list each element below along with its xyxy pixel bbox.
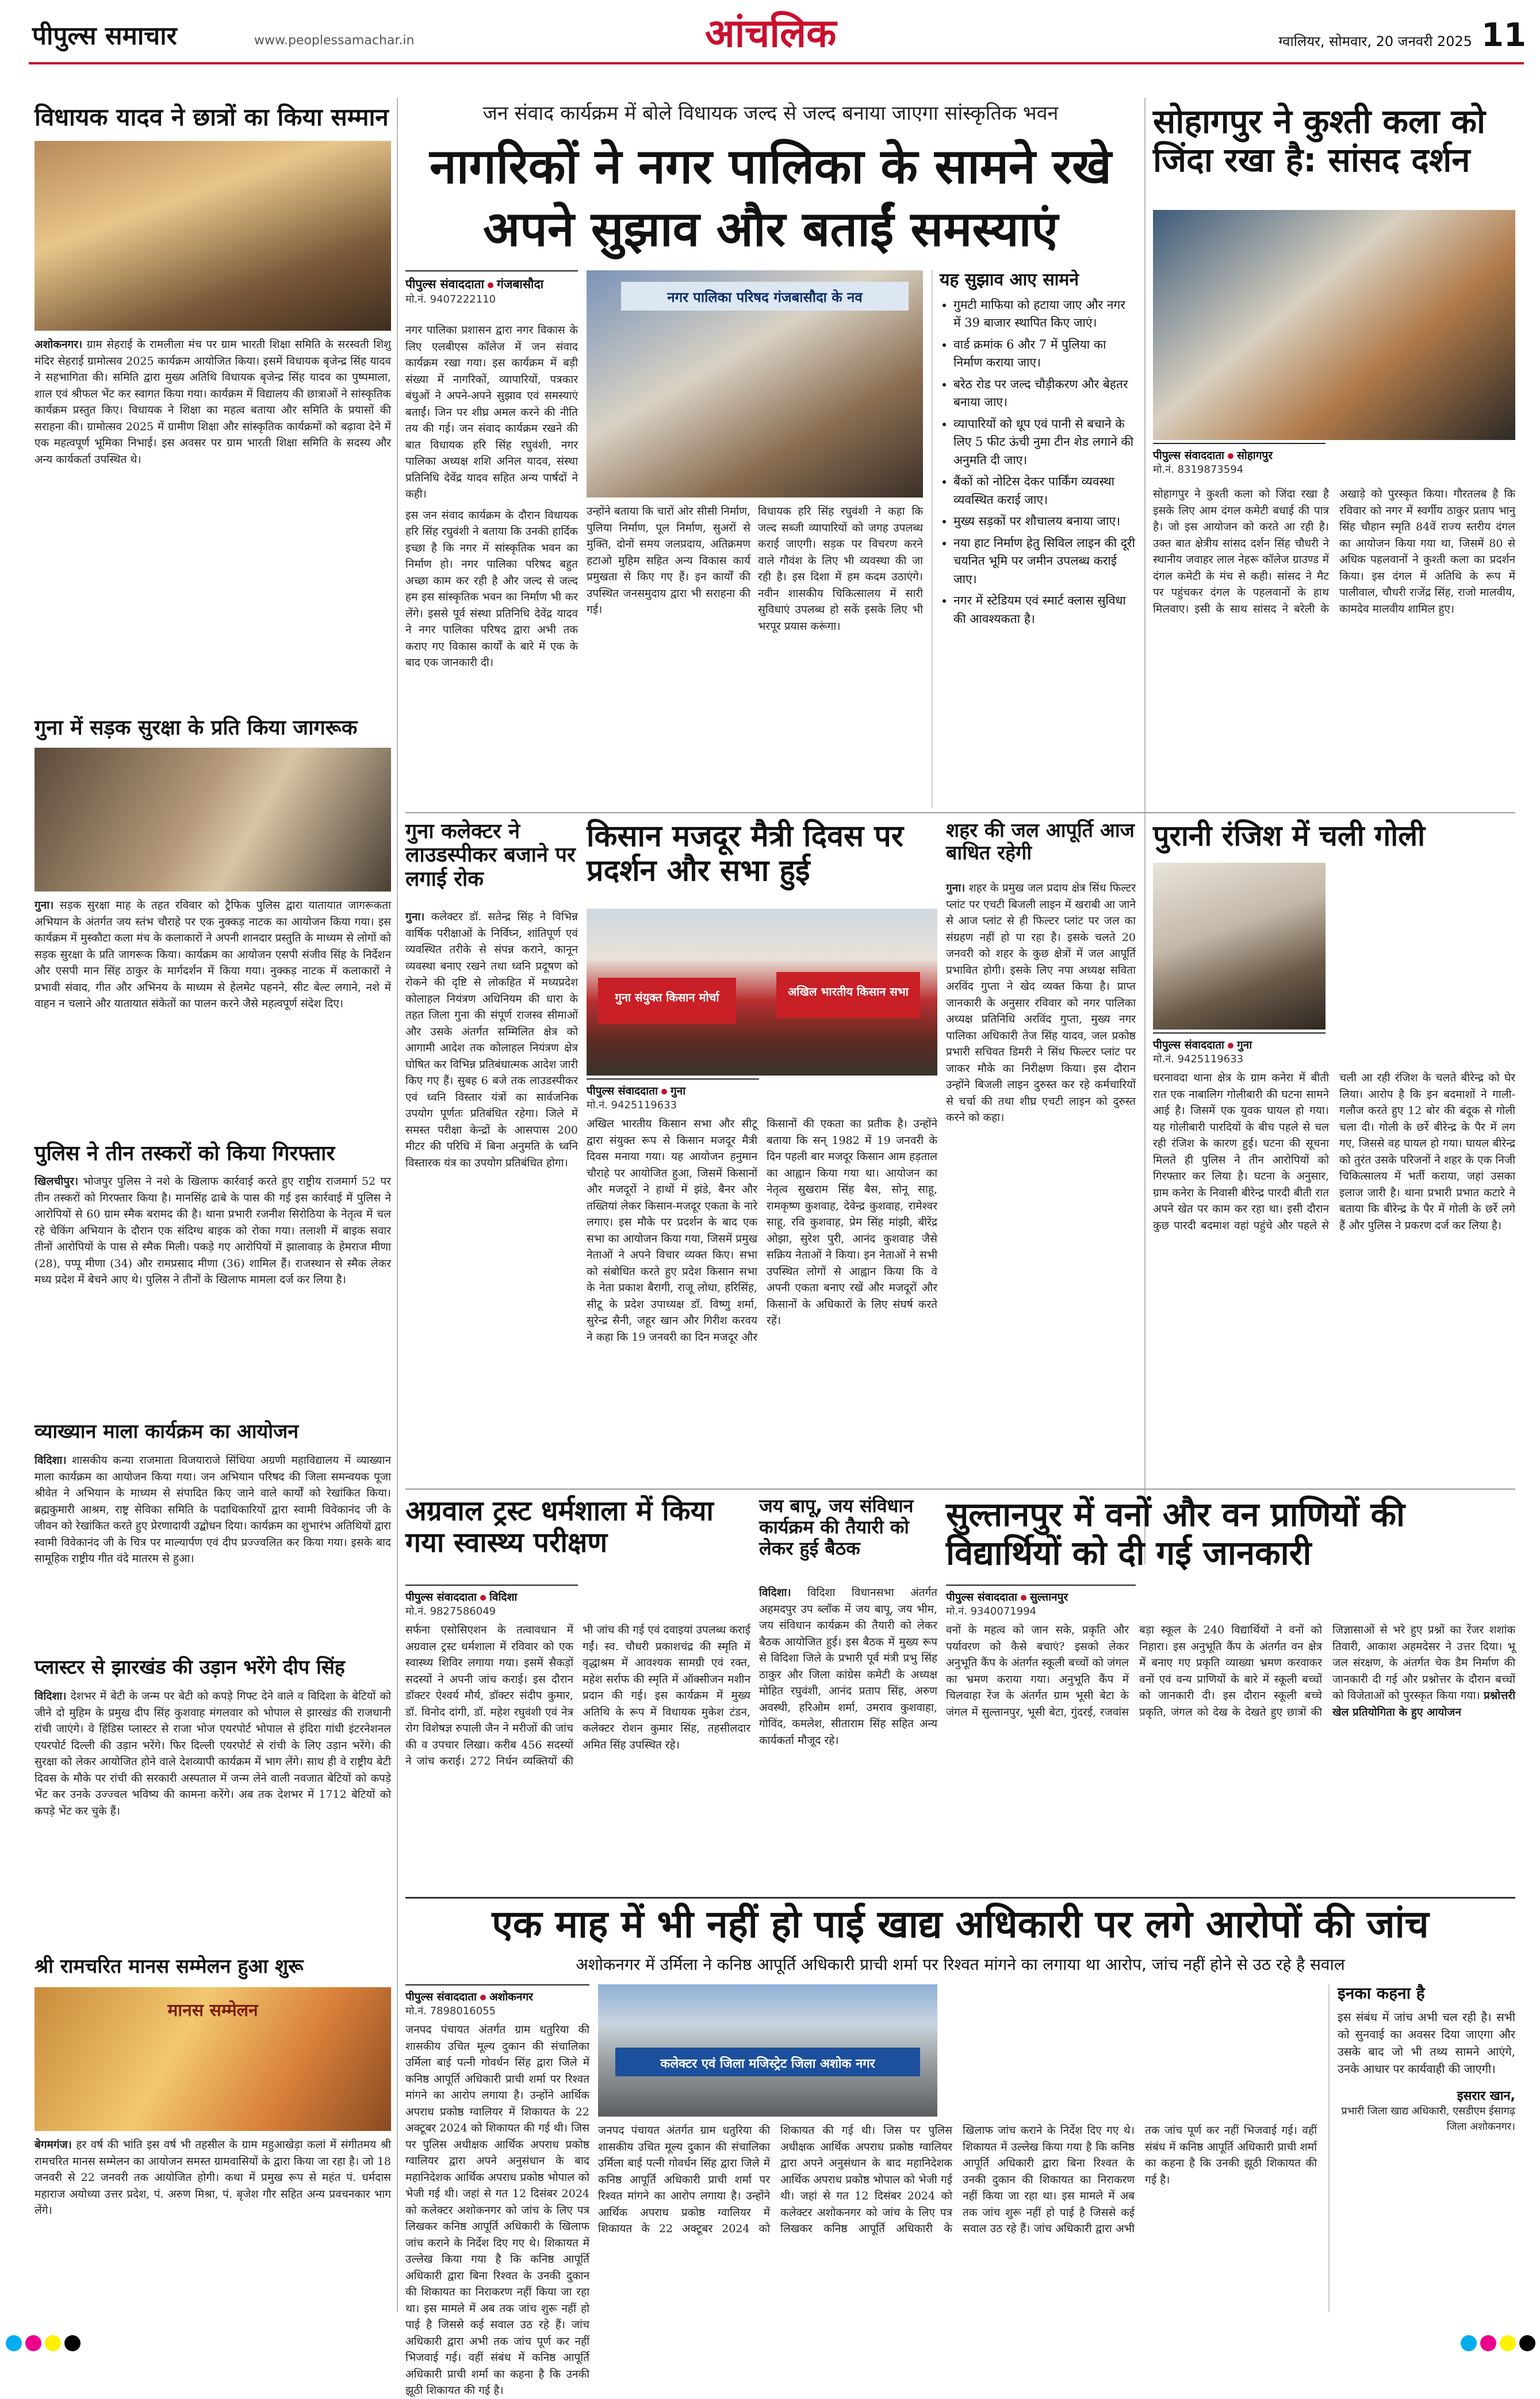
body-text: धरनावदा थाना क्षेत्र के ग्राम कनेरा में बीती रात एक नाबालिग गोलीबारी की घटना सामने आई है। जिसमें एक युवक घायल हो गया। यह गोलीबारी पारदियों के बीच पहले से चल रही रंजिश के कारण हुई। घटना की सूचना मिलते ही पुलिस ने तीन आरोपियों को गिरफ्तार कर लिया है। घटना के अनुसार, ग्राम कनेरा के निवासी बीरेन्द्र पारदी बीती रात अपने खेत पर काम कर रहा था। इसी दौरान कुछ पारदी बदमाश वहां पहुंचे और पहले से चली आ रही रंजिश के चलते बीरेन्द्र को घेर लिया। आरोप है कि इन बदमाशों ने गाली-गलौज करते हुए 12 बोर की बंदूक से गोली चला दी। गोली के छर्रे बीरेन्द्र के पैर में लग गए, जिससे वह घायल हो गया। घायल बीरेन्द्र को तुरंत उसके परिजनों ने शहर के एक निजी चिकित्सालय में भर्ती कराया, जहां उसका इलाज जारी है। थाना प्रभारी प्रभात कटारे ने बताया कि बीरेन्द्र के पैर में गोली के छर्रे लगे हैं और पुलिस ने प्रकरण दर्ज कर लिया है।: [1153, 1072, 1515, 1232]
website[interactable]: www.peoplessamachar.in: [254, 33, 415, 48]
lead-paragraph: उन्होंने बताया कि चारों ओर सीसी निर्माण, पुलिया निर्माण, पूल निर्माण, सुअरों से मुक्ति, दोनों समय जलप्रदाय, अतिक्रमण हटाओ मुहिम सहित अन्य विकास कार्य प्रमुखता से किए गए हैं। इन कार्यों की उपस्थित जनसमुदाय द्वारा भी सराहना की गई।: [587, 505, 750, 616]
byline-name: पीपुल्स संवाददाता: [946, 1591, 1017, 1604]
body-text: देशभर में बेटी के जन्म पर बेटी को कपड़े गिफ्ट देने वाले व विदिशा के बेटियों को जीने दो मुहिम के प्रमुख दीप सिंह कुशवाह मंगलवार को भोपाल से झारखंड की राजधानी रांची जाएंगे। वे हिंडिस प्लास्टर से राजा भोज एयरपोर्ट भोपाल से इंदिरा गांधी इंटरनेशनल एयरपोर्ट दिल्ली की उड़ान भरेंगे। फिर दिल्ली एयरपोर्ट से रांची के लिए उड़ान भरेंगे। की सुरक्षा को लेकर आयोजित होने वाले देशव्यापी कार्यक्रम में भाग लेंगे। साथ ही वे राष्ट्रीय बेटी दिवस के मौके पर रांची की सरकारी अस्पताल में जन्म लेने वाली नवजात बेटियों को कपड़े भेंट कर उनके उज्ज्वल भविष्य की कामना करेंगे। अब तक देशभर में 1712 बेटियों को कपड़े भेंट कर चुके हैं।: [35, 1690, 391, 1818]
bullet: [1228, 1043, 1233, 1049]
subheading: प्रश्नोत्तरी खेल प्रतियोगिता के हुए आयोजन: [1332, 1689, 1515, 1719]
body-text: कलेक्टर डॉ. सतेन्द्र सिंह ने विभिन्न वार्षिक परीक्षाओं के निर्विघ्न, शांतिपूर्ण एवं व्यवस्थित तरीके से संपन्न कराने, कानून व्यवस्था बनाए रखने तथा ध्वनि प्रदूषण को रोकने की दृष्टि से लोकहित में मध्यप्रदेश कोलाहल नियंत्रण अधिनियम की धारा के तहत जिला गुना की संपूर्ण राजस्व सीमाओं और उसके अंतर्गत सम्मिलित क्षेत्र को आगामी आदेश तक कोलाहल नियंत्रण क्षेत्र घोषित कर विभिन्न प्रतिबंधात्मक आदेश जारी किए गए हैं। सुबह 6 बजे तक लाउडस्पीकर एवं ध्वनि विस्तार यंत्रों का सार्वजनिक उपयोग पूर्णतः प्रतिबंधित रहेगा। जिले में समस्त परीक्षा केन्द्रों के आसपास 200 मीटर की परिधि में बिना अनुमति के ध्वनि विस्तारक यंत्र का उपयोग प्रतिबंधित होगा।: [405, 910, 578, 1169]
dateline: बेगमगंज।: [35, 2138, 72, 2151]
lead-paragraph: नगर पालिका प्रशासन द्वारा नगर विकास के लिए एलबीएस कॉलेज में जन संवाद कार्यक्रम रखा गया। इस कार्यक्रम में बड़ी संख्या में नागरिकों, व्यापारियों, पत्रकार बंधुओं ने अपने-अपने सुझाव एवं समस्याएं बताईं। जिन पर शीघ्र अमल करने की नीति तय की गई। जन संवाद कार्यक्रम रखने की बात विधायक हरि सिंह रघुवंशी, नगर पालिका अध्यक्ष शशि अनिल यादव, संस्था प्रतिनिधि देवेंद्र यादव सहित अन्य पार्षदों ने कही।: [405, 324, 578, 500]
byline-mobile: मो.नं. 9407222110: [405, 293, 496, 305]
masthead: [0, 0, 1540, 63]
photo-ramcharit: [35, 1987, 391, 2131]
photo-vidhayak: [35, 141, 391, 331]
story-title-ramcharit: श्री रामचरित मानस सम्मेलन हुआ शुरू: [35, 1955, 304, 1978]
body-text: भोजपुर पुलिस ने नशे के खिलाफ कार्रवाई करते हुए राष्ट्रीय राजमार्ग 52 पर तीन तस्करों को गिरफ्तार किया है। मानसिंह ढाबे के पास की गई इस कार्रवाई में पुलिस ने आरोपियों से 60 ग्राम स्मैक बरामद की है। थाना प्रभारी रजनीश सिरोठिया के नेतृत्व में चल रहे चेकिंग अभियान के दौरान एक संदिग्ध बाइक को रोका गया। तलाशी में बाइक सवार तीनों आरोपियों के पास से स्मैक मिली। पकड़े गए आरोपियों में झालावाड़ के हेमराज मीणा (28), पप्पू मीणा (34) और रामप्रसाद मीणा (36) शामिल हैं। राजस्थान से स्मैक लेकर मध्य प्रदेश में बेचने आए थे। पुलिस ने तीनों के खिलाफ मामला दर्ज कर लिया है।: [35, 1175, 391, 1286]
registration-mark: [6, 2335, 22, 2351]
byline: [946, 1589, 1136, 1604]
registration-mark: [64, 2335, 81, 2351]
page-number: 11: [1481, 17, 1526, 54]
byline-mobile: मो.नं. 9340071994: [946, 1605, 1037, 1617]
dateline: गुना।: [405, 910, 425, 923]
quote-name: इसरार खान,: [1457, 2089, 1515, 2104]
story-body-vidhayak: [35, 336, 391, 730]
byline-place: सुल्तानपुर: [1029, 1591, 1068, 1604]
byline: [587, 1083, 759, 1098]
registration-mark: [1461, 2335, 1477, 2351]
lead-body-col2: [587, 503, 750, 808]
kisan-byline: [587, 1078, 759, 1113]
suggestion-item: • व्यापारियों को धूप एवं पानी से बचाने के लिए 5 फीट ऊंची नुमा टीन शेड लगाने की अनुमति दी जाए।: [953, 415, 1136, 470]
bullet: [488, 282, 493, 288]
story-title-lecture: व्याख्यान माला कार्यक्रम का आयोजन: [35, 1420, 299, 1443]
masthead-rule: [29, 62, 1524, 64]
section-title: आंचलिक: [704, 11, 837, 56]
dateline: गुना।: [35, 899, 54, 912]
registration-mark: [45, 2335, 61, 2351]
suggestions-box: [932, 270, 1136, 808]
suggestion-item: • नया हाट निर्माण हेतु सिविल लाइन की दूरी चयनित भूमि पर जमीन उपलब्ध कराई जाए।: [953, 534, 1136, 589]
photo-kisan: [587, 909, 937, 1076]
registration-mark: [1500, 2335, 1516, 2351]
bullet: [1021, 1595, 1026, 1601]
dateline: विदिशा।: [759, 1586, 791, 1599]
lead-paragraph: विधायक हरि सिंह रघुवंशी ने कहा कि जल्द सब्जी व्यापारियों को जगह उपलब्ध कराई जाएगी। सड़क पर विचरण करने वाले गौवंश के लिए भी व्यवस्था की जा रही है। इस दिशा में हम कदम उठाएंगे। नवीन शासकीय चिकित्सालय में सारी सुविधाएं उपलब्ध हो सकें इसके लिए भी भरपूर प्रयास करूंगा।: [758, 505, 923, 633]
photo-sohagpur: [1153, 210, 1515, 440]
registration-mark: [25, 2335, 41, 2351]
byline-place: विदिशा: [489, 1591, 518, 1604]
body-text: सड़क सुरक्षा माह के तहत रविवार को ट्रैफिक पुलिस द्वारा यातायात जागरूकता अभियान के अंतर्गत जय स्तंभ चौराहे पर एक नुक्कड़ नाटक का आयोजन किया गया। इस कार्यक्रम में मुस्कौटा कला मंच के कलाकारों ने अपनी शानदार प्रस्तुति के माध्यम से लोगों को सड़क सुरक्षा के प्रति जागरूक किया। कार्यक्रम का आयोजन एसपी संजीव सिंह के निर्देशन और एसपी मान सिंह ठाकुर के मार्गदर्शन में किया गया। नुक्कड़ नाटक में कलाकारों ने प्रभावी संवाद, गीत और अभिनय के माध्यम से हेलमेट पहनने, सीट बेल्ट लगाने, नशे में वाहन न चलाने और यातायात संकेतों का पालन करने जैसे महत्वपूर्ण संदेश दिए।: [35, 899, 391, 1010]
row-divider: [405, 812, 1515, 813]
date-line: ग्वालियर, सोमवार, 20 जनवरी 2025: [1278, 33, 1472, 49]
story-title-water: शहर की जल आपूर्ति आज बाधित रहेगी: [946, 819, 1135, 865]
byline: [405, 1989, 589, 2004]
story-body-ranjish: [1153, 1070, 1515, 1484]
quote-box: [1328, 1984, 1515, 2312]
lead-paragraph: इस जन संवाद कार्यक्रम के दौरान विधायक हरि सिंह रघुवंशी ने बताया कि उनकी हार्दिक इच्छा है कि नगर में सांस्कृतिक भवन का निर्माण हो। नगर पालिका परिषद बहुत अच्छा काम कर रही है और जल्द से जल्द हम इस सांस्कृतिक भवन का निर्माण भी कर लेंगे। इससे पूर्व संस्था प्रतिनिधि देवेंद्र यादव ने नगर पालिका परिषद द्वारा अभी तक कराए गए विकास कार्यों के बारे में एक के बाद एक जानकारी दी।: [405, 508, 578, 669]
dateline: अशोकनगर।: [35, 338, 83, 351]
story-title-sultanpur: सुल्तानपुर में वनों और वन प्राणियों की विद्यार्थियों को दी गई जानकारी: [946, 1495, 1405, 1572]
story-title-ranjish: पुरानी रंजिश में चली गोली: [1153, 819, 1426, 852]
body-text: जनपद पंचायत अंतर्गत ग्राम धतुरिया की शासकीय उचित मूल्य दुकान की संचालिका उर्मिला बाई पत्नी गोवर्धन सिंह द्वारा जिले में कनिष्ठ आपूर्ति अधिकारी प्राची शर्मा पर रिश्वत मांगने का आरोप लगाया है। उन्होंने आर्थिक अपराध प्रकोष्ठ ग्वालियर में शिकायत के 22 अक्टूबर 2024 को शिकायत की गई थी। जिस पर पुलिस अधीक्षक आर्थिक अपराध प्रकोष्ठ ग्वालियर द्वारा अपने अनुसंधान के बाद महानिदेशक आर्थिक अपराध प्रकोष्ठ भोपाल को भेजी गई थी। जहां से गत 12 दिसंबर 2024 को कलेक्टर अशोकनगर को जांच के लिए पत्र लिखकर कनिष्ठ आपूर्ति अधिकारी के खिलाफ जांच कराने के निर्देश दिए गए थे। शिकायत में उल्लेख किया गया है कि कनिष्ठ आपूर्ति अधिकारी द्वारा बिना रिश्वत के उनकी दुकान की शिकायत का निराकरण नहीं किया जा रहा था। इस मामले में अब तक जांच शुरू नहीं हो पाई है जिससे कई सवाल उठ रहे हैं। जांच अधिकारी द्वारा अभी तक जांच पूर्ण कर नहीं भिजवाई गई। वहीं संबंध में कनिष्ठ आपूर्ति अधिकारी प्राची शर्मा का कहना है कि उनकी झूठी शिकायत की गई है।: [405, 2023, 589, 2397]
byline-place: सोहागपुर: [1236, 449, 1273, 462]
body-text: वनों के महत्व को जान सके, प्रकृति और पर्यावरण को कैसे बचाएं? इसको लेकर अनुभूति कैंप के अंतर्गत स्कूली बच्चों को जंगल का भ्रमण कराया गया। अनुभूति कैंप में चिलवाहा रेंज के अंतर्गत ग्राम भूसी बेटा के जंगल में सुल्तानपुर, भूसी बेटा, गुंदरई, रजवांस बड़ा स्कूल के 240 विद्यार्थियों ने वनों को निहारा। इस अनुभूति कैंप के अंतर्गत वन क्षेत्र में बनाए गए प्रकृति व्याख्या भ्रमण करवाकर वनों एवं वन्य प्राणियों के बारे में स्कूली बच्चों को जानकारी दी। इस दौरान स्कूली बच्चे प्रकृति, जंगल को देख के देखते हुए छात्रों की जिज्ञासाओं से भरे हुए प्रश्नों का रेंजर शशांक तिवारी, आकाश अहमदेसर ने उत्तर दिया। भू जल संरक्षण, के अंतर्गत चेक डैम निर्माण की जानकारी दी गई और प्रश्नोत्तर के दौरान बच्चों को विजेताओं को पुरस्कृत किया गया।: [946, 1624, 1515, 1719]
quote-title: इनका कहना है: [1338, 1984, 1425, 2003]
suggestion-item: • मुख्य सड़कों पर शौचालय बनाया जाए।: [953, 512, 1136, 531]
story-body-sultanpur: [946, 1622, 1515, 1892]
photo-ranjish: [1153, 863, 1326, 1030]
byline-name: पीपुल्स संवाददाता: [1153, 449, 1224, 462]
story-title-kisan: किसान मजदूर मैत्री दिवस पर प्रदर्शन और सभा हुई: [587, 819, 904, 888]
bullet: [480, 1995, 486, 2000]
suggestions-title: यह सुझाव आए सामने: [940, 270, 1079, 290]
story-title-agrawal: अग्रवाल ट्रस्ट धर्मशाला में किया गया स्वास्थ्य परीक्षण: [405, 1495, 714, 1559]
bullet: [480, 1595, 486, 1601]
body-text: सोहागपुर ने कुश्ती कला को जिंदा रखा है इसके लिए आम दंगल कमेटी बधाई की पात्र है। जो इस आयोजन को करते आ रही है। उक्त बात क्षेत्रीय सांसद दर्शन सिंह चौधरी ने स्थानीय जवाहर लाल नेहरू कॉलेज ग्राउण्ड में दंगल कमेटी के मंच से कही। सांसद ने मैट पर पहुंचकर दंगल के पहलवानों के हाथ मिलवाए। इसी के साथ सांसद ने बरेली के अखाड़े को पुरस्कृत किया। गौरतलब है कि रविवार को नगर में स्वर्गीय ठाकुर प्रताप भानु सिंह चौहान स्मृति 84वें राज्य स्तरीय दंगल का आयोजन किया गया था, जिसमें 80 से अधिक पहलवानों ने कुश्ती कला का प्रदर्शन किया। इस दंगल में अतिथि के रूप में पालीवाल, चौधरी राजेंद्र सिंह, राजो मालवीय, कामदेव मालवीय शामिल हुए।: [1153, 488, 1515, 615]
story-body-police: [35, 1173, 391, 1415]
story-title-sohagpur: सोहागपुर ने कुश्ती कला को जिंदा रखा है: सांसद दर्शन: [1153, 102, 1486, 179]
registration-mark: [1519, 2335, 1535, 2351]
body-text: अखिल भारतीय किसान सभा और सीटू द्वारा संयुक्त रूप से किसान मजदूर मैत्री दिवस मनाया गया। यह आयोजन हनुमान चौराहे पर आयोजित हुआ, जिसमें किसानों और मजदूरों ने हाथों में झंडे, बैनर और तख्तियां लेकर किसान-मजदूर एकता के नारे लगाए। इस मौके पर प्रदर्शन के बाद एक सभा का आयोजन किया गया, जिसमें प्रमुख नेताओं ने अपने विचार व्यक्त किए। सभा को संबोधित करते हुए प्रदेश किसान सभा के नेता प्रकाश बैरागी, राजू लोधा, हरिसिंह, सीटू के प्रदेश उपाध्यक्ष डॉ. विष्णु शर्मा, सुरेन्द्र सैनी, जहूर खान और गिरीश करवय ने कहा कि 19 जनवरी का दिन मजदूर और किसानों की एकता का प्रतीक है। उन्होंने बताया कि सन् 1982 में 19 जनवरी के दिन पहली बार मजदूर किसान आम हड़ताल का आह्वान किया गया था। आयोजन का नेतृत्व सुखराम सिंह बैस, सोनू साहू, रामकृष्ण कुशवाह, देवेन्द्र कुशवाह, रामेश्वर साहू, रवि कुशवाह, प्रेम सिंह मांझी, बीरेंद्र ओझा, सुरेश पुरी, आनंद कुशवाह जैसे सक्रिय नेताओं ने किया। इन नेताओं ने सभी उपस्थित लोगों से आह्वान किया कि वे अपनी एकता बनाए रखें और मजदूरों और किसानों के अधिकारों के लिए संघर्ष करते रहें।: [587, 1118, 937, 1344]
lead-body-col3: [758, 503, 923, 808]
story-body-kisan: [587, 1116, 937, 1484]
story-body-food-cont: [598, 2122, 1317, 2312]
story-title-guna-collector: गुना कलेक्टर ने लाउडस्पीकर बजाने पर लगाई रोक: [405, 820, 576, 891]
column-divider: [1144, 98, 1146, 1564]
suggestion-item: • बैंकों को नोटिस देकर पार्किंग व्यवस्था व्यवस्थित कराई जाए।: [953, 473, 1136, 509]
bullet: [1228, 453, 1233, 459]
dateline: विदिशा।: [35, 1454, 67, 1467]
body-text: शहर के प्रमुख जल प्रदाय क्षेत्र सिंध फिल्टर प्लांट पर एचटी बिजली लाइन में खराबी आ जाने से आज प्लांट से ही फिल्टर प्लांट पर जल का संग्रहण नहीं हो पा रहा है। इसके चलते 20 जनवरी को शहर के कुछ क्षेत्रों में जल आपूर्ति प्रभावित होगी। इसके लिए नपा अध्यक्ष सविता अरविंद गुप्ता ने खेद व्यक्त किया है। प्राप्त जानकारी के अनुसार रविवार को नगर पालिका अध्यक्ष प्रतिनिधि अरविंद गुप्ता, मुख्य नगर पालिका अधिकारी तेज सिंह यादव, जल प्रकोष्ठ प्रभारी सचिवत डिमरी ने सिंध फिल्टर प्लांट पर जाकर मौके का निरीक्षण किया। इस दौरान उन्होंने बिजली लाइन दुरुस्त कर रहे कर्मचारियों से चर्चा की तथा शीघ्र एचटी लाइन को दुरुस्त करने को कहा।: [946, 882, 1136, 1124]
lead-kicker: जन संवाद कार्यक्रम में बोले विधायक जल्द से जल्द बनाया जाएगा सांस्कृतिक भवन: [482, 102, 1059, 125]
story-body-sohagpur: [1153, 486, 1515, 808]
suggestion-item: • गुमटी माफिया को हटाया जाए और नगर में 39 बाजार स्थापित किए जाएं।: [953, 296, 1136, 332]
body-text: शासकीय कन्या राजमाता विजयाराजे सिंधिया अग्रणी महाविद्यालय में व्याख्यान माला कार्यक्रम का आयोजन किया गया। जन अभियान परिषद की जिला समन्वयक पूजा श्रीवेत ने अभियान के माध्यम से संपादित किए जाने वाले कार्यों को रेखांकित किया। ब्रह्मकुमारी आश्रम, राष्ट्र सेविका समिति के पदाधिकारियों द्वारा स्वामी विवेकानंद जी के जीवन को रेखांकित करते हुए प्रेरणादायी उद्बोधन दिया। कार्यक्रम का शुभारंभ अतिथियों द्वारा स्वामी विवेकानंद जी के चित्र पर माल्यार्पण एवं दीप प्रज्ज्वलित कर किया गया। इसके बाद सामूहिक राष्ट्रीय गीत वंदे मातरम से हुआ।: [35, 1454, 391, 1565]
story-body-agrawal: [405, 1622, 750, 1892]
sohagpur-byline: [1153, 443, 1326, 483]
food-headline: एक माह में भी नहीं हो पाई खाद्य अधिकारी पर लगे आरोपों की जांच: [492, 1902, 1429, 1946]
story-body-guna-road: [35, 897, 391, 1139]
story-title-guna-road: गुना में सड़क सुरक्षा के प्रति किया जागरूक: [35, 716, 358, 740]
photo-guna-road: [35, 748, 391, 892]
suggestion-item: • नगर में स्टेडियम एवं स्मार्ट क्लास सुविधा की आवश्यकता है।: [953, 592, 1136, 628]
byline-name: पीपुल्स संवाददाता: [405, 277, 484, 291]
column-divider: [397, 98, 398, 2312]
row-divider: [405, 1897, 1515, 1899]
story-body-guna-collector: [405, 909, 578, 1484]
story-body-jai-bapu: [759, 1585, 937, 1892]
byline-mobile: मो.नं. 9425119633: [1153, 1053, 1244, 1065]
byline-place: गुना: [670, 1085, 686, 1097]
body-text: विदिशा विधानसभा अंतर्गत अहमदपुर उप ब्लॉक में जय बापू, जय भीम, जय संविधान कार्यक्रम की तैयारी को लेकर बैठक आयोजित हुई। इस बैठक में मुख्य रूप से विदिशा जिले के प्रभारी पूर्व मंत्री प्रभु सिंह ठाकुर और जिला कांग्रेस कमेटी के अध्यक्ष मोहित रघुवंशी, आनंद प्रताप सिंह, अरुण अवस्थी, हरिओम शर्मा, उमराव कुशवाहा, गोविंद, कमलेश, सीताराम सिंह सहित अन्य कार्यकर्ता मौजूद रहे।: [759, 1586, 937, 1747]
dateline: विदिशा।: [35, 1690, 67, 1702]
lead-byline-box: [405, 270, 578, 316]
story-title-vidhayak: विधायक यादव ने छात्रों का किया सम्मान: [35, 103, 389, 131]
story-body-water: [946, 880, 1136, 1484]
body-text: हर वर्ष की भांति इस वर्ष भी तहसील के ग्राम महुआखेड़ा कलां में संगीतमय श्री रामचरित मानस सम्मेलन का आयोजन समस्त ग्रामवासियों के द्वारा किया जा रहा है। जो 18 जनवरी से 22 जनवरी तक आयोजित होगी। कथा में प्रमुख रूप से महंत पं. धर्मदास महाराज अयोध्या उत्तर प्रदेश, पं. अरुण मिश्रा, पं. बृजेश गौर सहित अन्य प्रवचनकार भाग लेंगे।: [35, 2138, 391, 2217]
suggestion-item: • वार्ड क्रमांक 6 और 7 में पुलिया का निर्माण कराया जाए।: [953, 336, 1136, 372]
byline-name: पीपुल्स संवाददाता: [1153, 1039, 1224, 1051]
quote-role: प्रभारी जिला खाद्य अधिकारी, एसडीएम ईसागढ़ जिला अशोकनगर।: [1341, 2105, 1515, 2133]
food-subhead: अशोकनगर में उर्मिला ने कनिष्ठ आपूर्ति अधिकारी प्राची शर्मा पर रिश्वत मांगने का लगाया था आरोप, जांच नहीं होने से उठ रहे है सवाल: [576, 1955, 1345, 1974]
photo-collectorate: [598, 1984, 937, 2117]
protest-banner-2: अखिल भारतीय किसान सभा: [776, 972, 920, 1018]
byline-mobile: मो.नं. 9827586049: [405, 1605, 496, 1617]
byline: [1153, 1037, 1326, 1052]
quote-text: इस संबंध में जांच अभी चल रही है। सभी को सुनवाई का अवसर दिया जाएगा और उसके बाद जो भी तथ्य सामने आएंगे, उनके आधार पर कार्यवाही की जाएगी।: [1338, 2010, 1515, 2076]
dateline: खिलचीपुर।: [35, 1175, 79, 1188]
byline: [405, 1589, 578, 1604]
suggestion-item: • बरेठ रोड पर जल्द चौड़ीकरण और बेहतर बनाया जाए।: [953, 376, 1136, 412]
story-body-food: [405, 2022, 589, 2397]
agrawal-byline: [405, 1585, 578, 1619]
story-title-police: पुलिस ने तीन तस्करों को किया गिरफ्तार: [35, 1142, 335, 1165]
story-body-lecture: [35, 1452, 391, 1651]
byline-place: अशोकनगर: [489, 1991, 533, 2003]
story-title-jai-bapu: जय बापू, जय संविधान कार्यक्रम की तैयारी को लेकर हुई बैठक: [759, 1495, 914, 1559]
byline-place: गंजबासौदा: [497, 277, 544, 291]
logo: पीपुल्स समाचार: [32, 21, 177, 51]
bullet: [661, 1089, 667, 1095]
sultanpur-byline: [946, 1585, 1136, 1619]
protest-banner-1: गुना संयुक्त किसान मोर्चा: [598, 978, 736, 1024]
story-body-deep-singh: [35, 1688, 391, 1950]
collectorate-sign: कलेक्टर एवं जिला मजिस्ट्रेट जिला अशोक नगर: [615, 2048, 920, 2076]
byline-name: पीपुल्स संवाददाता: [405, 1991, 477, 2003]
byline: [405, 276, 578, 292]
byline-name: पीपुल्स संवाददाता: [405, 1591, 477, 1604]
registration-mark: [1480, 2335, 1496, 2351]
row-divider: [405, 1489, 1515, 1490]
ranjish-byline: [1153, 1032, 1326, 1067]
suggestions-list: [940, 296, 1136, 629]
photo-banner-text: मानस सम्मेलन: [167, 2000, 258, 2021]
byline-mobile: मो.नं. 9425119633: [587, 1099, 677, 1111]
dateline: गुना।: [946, 882, 966, 894]
food-byline: [405, 1984, 589, 2019]
byline-name: पीपुल्स संवाददाता: [587, 1085, 658, 1097]
body-text: सर्फना एसोसिएशन के तत्वावधान में अग्रवाल ट्रस्ट धर्मशाला में रविवार को एक स्वास्थ्य शिविर लगाया गया। इसमें सैकड़ों सदस्यों ने अपनी जांच कराई। इस दौरान डॉक्टर ऐश्वर्य मौर्य, डॉक्टर संदीप कुमार, डॉ. विनोद दांगी, डॉ. महेश रघुवंशी एवं नेत्र रोग विशेषज्ञ रुपाली जैन ने मरीजों की जांच की व उपचार लिखा। करीब 456 सदस्यों ने जांच कराई। 272 निर्धन व्यक्तियों की भी जांच की गई एवं दवाइयां उपलब्ध कराई गईं। स्व. चौधरी प्रकाशचंद्र की स्मृति में वृद्धाश्रम में आवश्यक सामग्री एवं रक्त, महेश सर्राफ की स्मृति में ऑक्सीजन मशीन प्रदान की गई। इस कार्यक्रम में मुख्य अतिथि के रूप में विधायक मुकेश टंडन, कलेक्टर रोशन कुमार सिंह, तहसीलदार अमित सिंह उपस्थित रहे।: [405, 1624, 750, 1767]
byline-mobile: मो.नं. 7898016055: [405, 2005, 496, 2017]
photo-banner: नगर पालिका परिषद गंजबासौदा के नव: [621, 282, 909, 311]
byline: [1153, 447, 1326, 462]
lead-photo: [587, 270, 923, 498]
byline-place: गुना: [1236, 1039, 1252, 1051]
body-text-continued: जनपद पंचायत अंतर्गत ग्राम धतुरिया की शासकीय उचित मूल्य दुकान की संचालिका उर्मिला बाई पत्नी गोवर्धन सिंह द्वारा जिले में कनिष्ठ आपूर्ति अधिकारी प्राची शर्मा पर रिश्वत मांगने का आरोप लगाया है। उन्होंने आर्थिक अपराध प्रकोष्ठ ग्वालियर में शिकायत के 22 अक्टूबर 2024 को शिकायत की गई थी। जिस पर पुलिस अधीक्षक आर्थिक अपराध प्रकोष्ठ ग्वालियर द्वारा अपने अनुसंधान के बाद महानिदेशक आर्थिक अपराध प्रकोष्ठ भोपाल को भेजी गई थी। जहां से गत 12 दिसंबर 2024 को कलेक्टर अशोकनगर को जांच के लिए पत्र लिखकर कनिष्ठ आपूर्ति अधिकारी के खिलाफ जांच कराने के निर्देश दिए गए थे। शिकायत में उल्लेख किया गया है कि कनिष्ठ आपूर्ति अधिकारी द्वारा बिना रिश्वत के उनकी दुकान की शिकायत का निराकरण नहीं किया जा रहा था। इस मामले में अब तक जांच शुरू नहीं हो पाई है जिससे कई सवाल उठ रहे हैं। जांच अधिकारी द्वारा अभी तक जांच पूर्ण कर नहीं भिजवाई गई। वहीं संबंध में कनिष्ठ आपूर्ति अधिकारी प्राची शर्मा का कहना है कि उनकी झूठी शिकायत की गई है।: [598, 2124, 1317, 2235]
body-text: ग्राम सेहराई के रामलीला मंच पर ग्राम भारती शिक्षा समिति के सरस्वती शिशु मंदिर सेहराई ग्रामोत्सव 2025 कार्यक्रम आयोजित किया। इसमें विधायक बृजेन्द्र सिंह यादव ने सहभागिता की। समिति द्वारा मुख्य अतिथि विधायक बृजेन्द्र सिंह यादव का पुष्पमाला, शाल एवं श्रीफल भेंट कर स्वागत किया गया। कार्यक्रम में विद्यालय की छात्राओं ने सांस्कृतिक कार्यक्रम प्रस्तुत किए। विधायक ने शिक्षा का महत्व बताया और समिति के प्रयासों की सराहना की। ग्रामोत्सव 2025 में ग्रामीण शिक्षा और सांस्कृतिक कार्यक्रमों को बढ़ावा देने में एक महत्वपूर्ण भूमिका निभाई। इस अवसर पर ग्राम भारती शिक्षा समिति के सदस्य और अन्य कार्यकर्ता उपस्थित थे।: [35, 338, 391, 466]
byline-mobile: मो.नं. 8319873594: [1153, 464, 1244, 476]
lead-headline: नागरिकों ने नगर पालिका के सामने रखे अपने सुझाव और बताईं समस्याएं: [430, 138, 1112, 258]
story-body-ramcharit: [35, 2137, 391, 2309]
story-title-deep-singh: प्लास्टर से झारखंड की उड़ान भरेंगे दीप सिंह: [35, 1656, 345, 1679]
